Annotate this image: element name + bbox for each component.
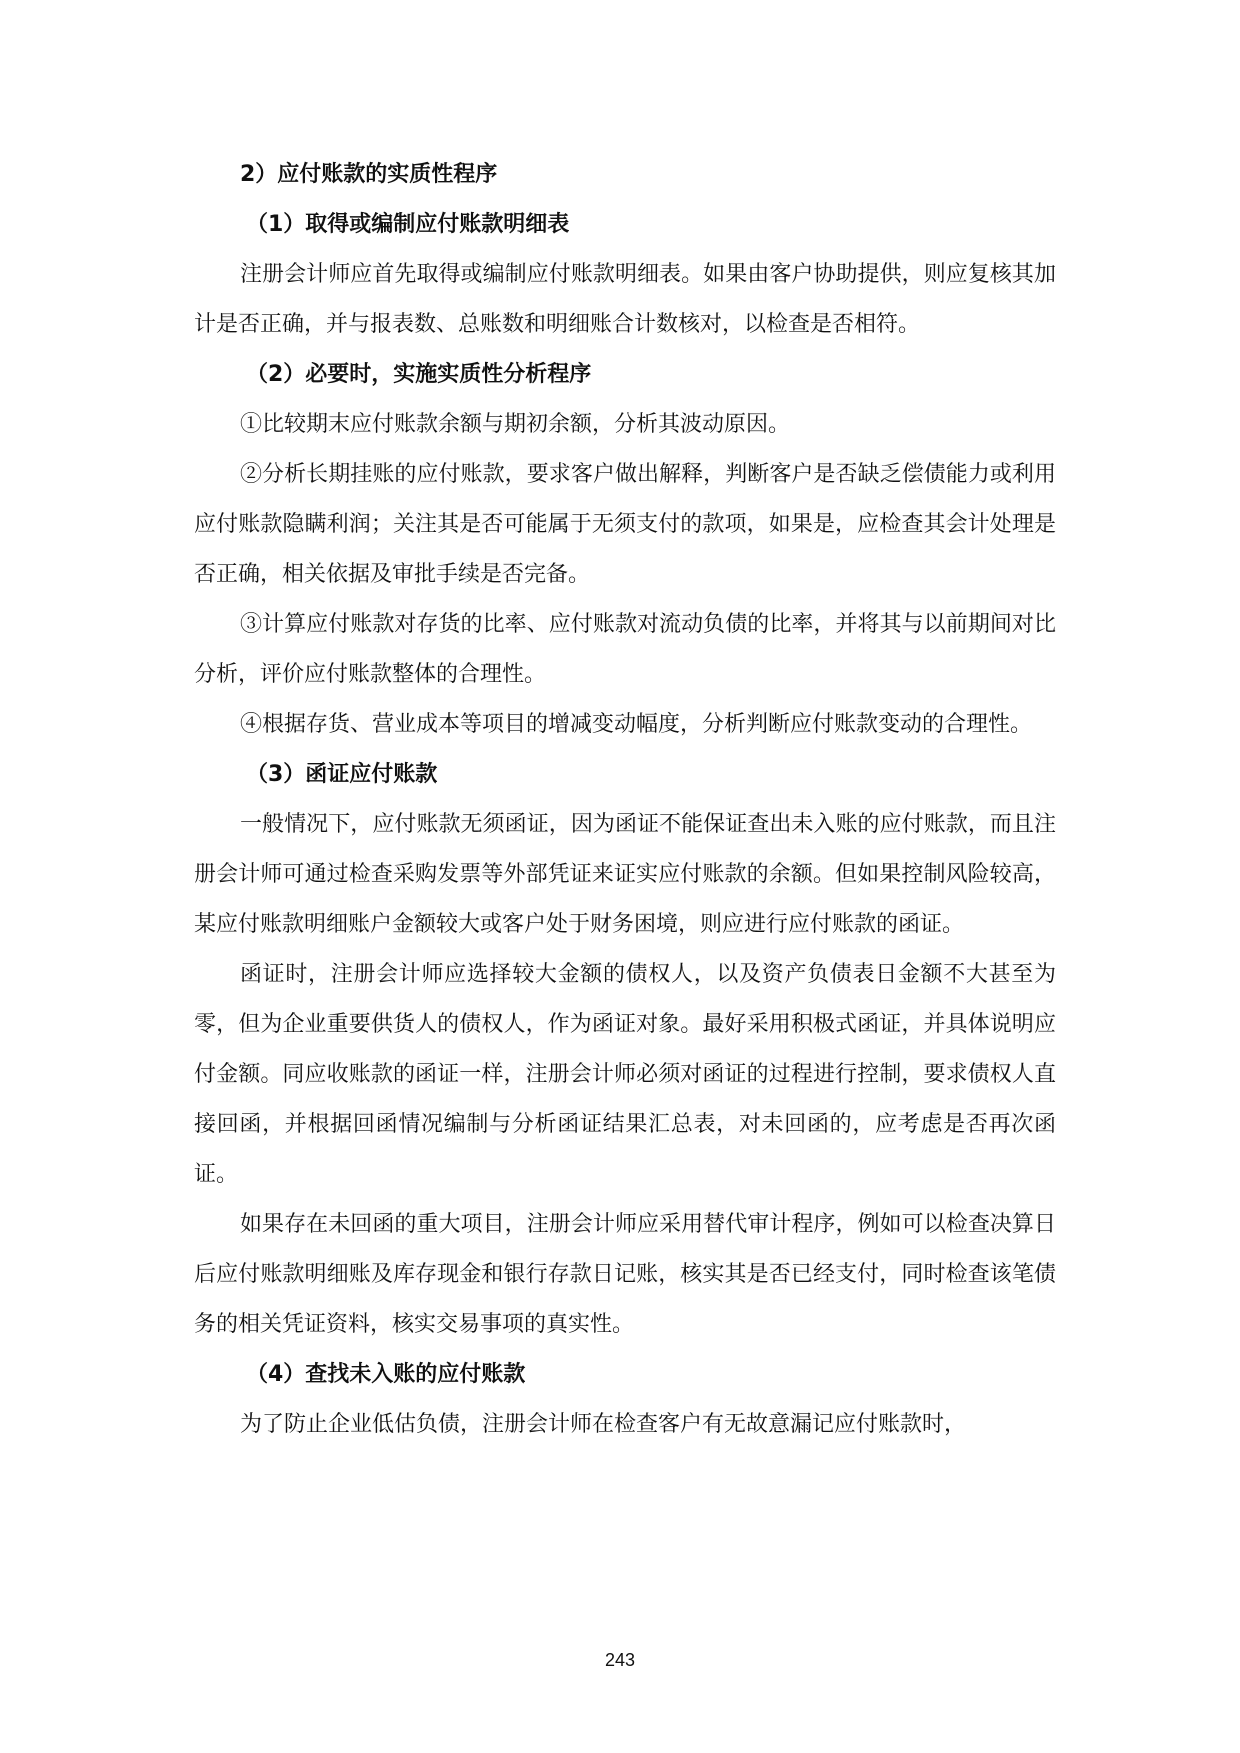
subsection-heading-1: （1）取得或编制应付账款明细表 [246,212,570,237]
subsection-heading-3: （3）函证应付账款 [246,762,438,787]
page-body [194,150,1056,1450]
paragraph: 函证时，注册会计师应选择较大金额的债权人，以及资产负债表日金额不大甚至为零，但为企业重要供货人的债权人，作为函证对象。最好采用积极式函证，并具体说明应付金额。同应收账款的函证一样，注册会计师必须对函证的过程进行控制，要求债权人直接回函，并根据回函情况编制与分析函证结果汇总表，对未回函的，应考虑是否再次函证。 [194,962,1056,1187]
subsection-heading-2: （2）必要时，实施实质性分析程序 [246,362,592,387]
section-heading-main: 2）应付账款的实质性程序 [240,162,498,187]
paragraph: ①比较期末应付账款余额与期初余额，分析其波动原因。 [240,412,791,437]
paragraph: ②分析长期挂账的应付账款，要求客户做出解释，判断客户是否缺乏偿债能力或利用应付账款隐瞒利润；关注其是否可能属于无须支付的款项，如果是，应检查其会计处理是否正确，相关依据及审批手续是否完备。 [194,462,1056,587]
paragraph: ④根据存货、营业成本等项目的增减变动幅度，分析判断应付账款变动的合理性。 [240,712,1033,737]
paragraph: 如果存在未回函的重大项目，注册会计师应采用替代审计程序，例如可以检查决算日后应付账款明细账及库存现金和银行存款日记账，核实其是否已经支付，同时检查该笔债务的相关凭证资料，核实交易事项的真实性。 [194,1212,1056,1337]
subsection-heading-4: （4）查找未入账的应付账款 [246,1362,526,1387]
paragraph: 为了防止企业低估负债，注册会计师在检查客户有无故意漏记应付账款时， [240,1412,967,1437]
paragraph: 注册会计师应首先取得或编制应付账款明细表。如果由客户协助提供，则应复核其加计是否正确，并与报表数、总账数和明细账合计数核对，以检查是否相符。 [194,262,1056,337]
paragraph: 一般情况下，应付账款无须函证，因为函证不能保证查出未入账的应付账款，而且注册会计师可通过检查采购发票等外部凭证来证实应付账款的余额。但如果控制风险较高，某应付账款明细账户金额较大或客户处于财务困境，则应进行应付账款的函证。 [194,812,1056,937]
paragraph: ③计算应付账款对存货的比率、应付账款对流动负债的比率，并将其与以前期间对比分析，评价应付账款整体的合理性。 [194,612,1056,687]
page-number: 243 [604,1650,636,1670]
